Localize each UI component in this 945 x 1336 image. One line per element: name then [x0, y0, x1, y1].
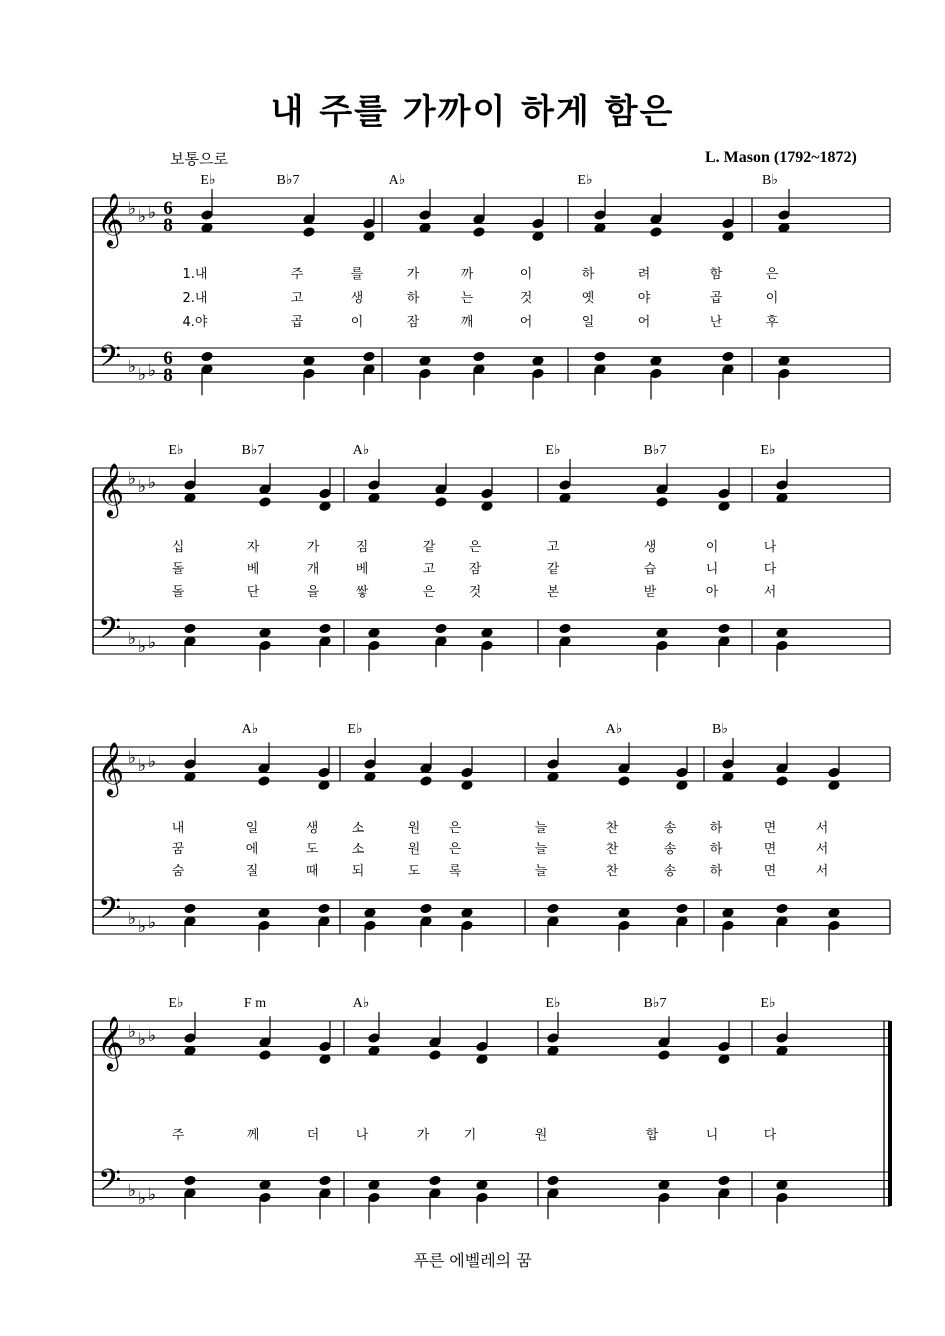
chord-symbol: A♭ [605, 722, 623, 737]
lyric-syllable: 합 [645, 1128, 659, 1143]
page-title: 내 주를 가까이 하게 함은 [270, 92, 675, 132]
note-head [429, 1188, 441, 1198]
note-head [368, 493, 380, 503]
chord-symbol: E♭ [760, 443, 776, 458]
chord-symbol: E♭ [577, 173, 593, 188]
lyric-syllable: 찬 [605, 842, 619, 857]
note-head [828, 908, 840, 918]
note-head [718, 1188, 730, 1198]
time-signature-digit: 8 [163, 365, 173, 386]
flat-icon: ♭ [138, 1189, 147, 1209]
lyric-syllable: 내 [171, 821, 185, 836]
footer-caption: 푸른 에벨레의 꿈 [413, 1251, 532, 1270]
lyric-syllable: 후 [765, 315, 779, 330]
flat-icon: ♭ [128, 357, 137, 377]
lyric-syllable: 서 [815, 821, 829, 836]
lyric-syllable: 것 [519, 291, 533, 306]
note-head [184, 493, 196, 503]
lyric-syllable: 습 [643, 562, 657, 577]
note-head [481, 628, 493, 638]
chord-symbol: A♭ [352, 996, 370, 1011]
note-head [778, 356, 790, 366]
lyric-syllable: 돌 [171, 562, 185, 577]
lyric-syllable: 받 [643, 585, 657, 600]
lyric-syllable: 찬 [605, 821, 619, 836]
lyric-syllable: 하 [406, 291, 420, 306]
lyric-syllable: 베 [355, 562, 369, 577]
lyric-syllable: 은 [468, 540, 482, 555]
note-head [368, 628, 380, 638]
chord-symbol: B♭7 [276, 173, 300, 188]
flat-icon: ♭ [148, 1026, 157, 1046]
chord-symbol: B♭7 [643, 443, 667, 458]
lyric-syllable: 쌓 [355, 585, 369, 600]
note-head [594, 223, 606, 233]
note-head [461, 908, 473, 918]
note-head [201, 364, 213, 374]
lyric-syllable: 잠 [406, 315, 420, 330]
note-head [722, 772, 734, 782]
note-head [547, 1188, 559, 1198]
note-head [368, 1180, 380, 1190]
note-head [363, 364, 375, 374]
flat-icon: ♭ [148, 203, 157, 223]
lyric-syllable: 원 [407, 821, 421, 836]
lyric-syllable: 단 [246, 585, 260, 600]
flat-icon: ♭ [138, 207, 147, 227]
lyric-syllable: 고 [546, 540, 560, 555]
note-head [618, 763, 630, 773]
note-head [201, 223, 213, 233]
chord-symbol: B♭ [712, 722, 728, 737]
note-head [184, 1188, 196, 1198]
lyric-syllable: 짐 [355, 540, 369, 555]
bass-clef-icon: 𝄢 [98, 612, 122, 653]
time-signature-digit: 8 [163, 215, 173, 236]
note-head [318, 780, 330, 790]
note-head [650, 356, 662, 366]
lyric-syllable: 때 [305, 864, 319, 879]
chord-symbol: E♭ [200, 173, 216, 188]
lyric-syllable: 질 [245, 864, 259, 879]
note-head [258, 908, 270, 918]
note-head [776, 1046, 788, 1056]
lyric-syllable: 깨 [460, 315, 474, 330]
note-head [303, 356, 315, 366]
composer-credit: L. Mason (1792~1872) [705, 149, 857, 166]
lyric-syllable: 송 [663, 842, 677, 857]
lyric-syllable: 면 [763, 842, 777, 857]
note-head [656, 484, 668, 494]
note-head [435, 636, 447, 646]
lyric-syllable: 함 [709, 267, 723, 282]
flat-icon: ♭ [148, 752, 157, 772]
note-head [259, 484, 271, 494]
note-head [473, 214, 485, 224]
lyric-syllable: 주 [171, 1128, 185, 1143]
lyric-syllable: 생 [350, 291, 364, 306]
lyric-syllable: 원 [407, 842, 421, 857]
lyric-syllable: 니 [705, 1128, 719, 1143]
note-head [532, 231, 544, 241]
flat-icon: ♭ [148, 633, 157, 653]
lyric-syllable: 나 [763, 540, 777, 555]
treble-staff [93, 747, 890, 781]
flat-icon: ♭ [148, 361, 157, 381]
note-head [319, 501, 331, 511]
lyric-syllable: 2.내 [182, 291, 208, 306]
lyric-syllable: 려 [637, 267, 651, 282]
note-head [656, 628, 668, 638]
lyric-syllable: 하 [709, 864, 723, 879]
note-head [364, 908, 376, 918]
lyric-syllable: 되 [351, 864, 365, 879]
lyric-syllable: 송 [663, 864, 677, 879]
lyric-syllable: 생 [305, 821, 319, 836]
lyric-syllable: 에 [245, 842, 259, 857]
lyric-syllable: 을 [306, 585, 320, 600]
note-head [419, 223, 431, 233]
lyric-syllable: 4.야 [182, 315, 208, 330]
lyric-syllable: 1.내 [182, 267, 208, 282]
flat-icon: ♭ [138, 756, 147, 776]
chord-symbol: B♭ [762, 173, 778, 188]
treble-clef-icon: 𝄞 [97, 462, 125, 516]
note-head [461, 780, 473, 790]
lyric-syllable: 다 [763, 1128, 777, 1143]
bass-clef-icon: 𝄢 [98, 1164, 122, 1205]
lyric-syllable: 곱 [290, 315, 304, 330]
note-head [420, 763, 432, 773]
note-head [303, 214, 315, 224]
chord-symbol: A♭ [241, 722, 259, 737]
lyric-syllable: 어 [637, 315, 651, 330]
lyric-syllable: 더 [306, 1128, 320, 1143]
lyric-syllable: 소 [351, 821, 365, 836]
lyric-syllable: 늘 [534, 864, 548, 879]
flat-icon: ♭ [128, 1181, 137, 1201]
chord-symbol: E♭ [760, 996, 776, 1011]
note-head [547, 772, 559, 782]
bass-staff [93, 348, 890, 382]
chord-symbol: F m [243, 996, 267, 1011]
treble-clef-icon: 𝄞 [97, 192, 125, 246]
note-head [547, 916, 559, 926]
lyric-syllable: 난 [709, 315, 723, 330]
note-head [718, 1054, 730, 1064]
lyric-syllable: 십 [171, 540, 185, 555]
note-head [594, 364, 606, 374]
note-head [650, 214, 662, 224]
note-head [778, 223, 790, 233]
flat-icon: ♭ [128, 1022, 137, 1042]
lyric-syllable: 은 [448, 842, 462, 857]
lyric-syllable: 야 [637, 291, 651, 306]
lyric-syllable: 까 [460, 267, 474, 282]
lyric-syllable: 옛 [581, 291, 595, 306]
note-head [618, 908, 630, 918]
flat-icon: ♭ [138, 637, 147, 657]
lyric-syllable: 이 [350, 315, 364, 330]
time-signature-digit: 6 [163, 348, 173, 369]
note-head [258, 763, 270, 773]
lyric-syllable: 늘 [534, 842, 548, 857]
tempo-marking: 보통으로 [170, 150, 228, 168]
lyric-syllable: 주 [290, 267, 304, 282]
lyric-syllable: 서 [815, 842, 829, 857]
chord-symbol: E♭ [545, 996, 561, 1011]
lyric-syllable: 숨 [171, 864, 185, 879]
flat-icon: ♭ [128, 199, 137, 219]
note-head [776, 628, 788, 638]
lyric-syllable: 니 [705, 562, 719, 577]
lyric-syllable: 같 [546, 562, 560, 577]
note-head [420, 916, 432, 926]
note-head [319, 1188, 331, 1198]
lyric-syllable: 께 [246, 1128, 260, 1143]
note-head [718, 636, 730, 646]
lyric-syllable: 도 [305, 842, 319, 857]
note-head [776, 763, 788, 773]
chord-symbol: E♭ [168, 996, 184, 1011]
note-head [828, 780, 840, 790]
lyric-syllable: 도 [407, 864, 421, 879]
lyric-syllable: 어 [519, 315, 533, 330]
note-head [419, 356, 431, 366]
note-head [184, 772, 196, 782]
note-head [184, 636, 196, 646]
lyric-syllable: 소 [351, 842, 365, 857]
note-head [481, 501, 493, 511]
lyric-syllable: 를 [350, 267, 364, 282]
flat-icon: ♭ [128, 469, 137, 489]
note-head [259, 628, 271, 638]
lyric-syllable: 돌 [171, 585, 185, 600]
lyric-syllable: 은 [765, 267, 779, 282]
lyric-syllable: 본 [546, 585, 560, 600]
lyric-syllable: 개 [306, 562, 320, 577]
lyric-syllable: 가 [306, 540, 320, 555]
lyric-syllable: 이 [765, 291, 779, 306]
note-head [476, 1054, 488, 1064]
note-head [435, 484, 447, 494]
lyric-syllable: 가 [416, 1128, 430, 1143]
lyric-syllable: 아 [705, 585, 719, 600]
chord-symbol: E♭ [168, 443, 184, 458]
lyric-syllable: 고 [290, 291, 304, 306]
note-head [676, 780, 688, 790]
lyric-syllable: 것 [468, 585, 482, 600]
bass-staff [93, 900, 890, 934]
lyric-syllable: 하 [709, 821, 723, 836]
note-head [364, 772, 376, 782]
flat-icon: ♭ [148, 473, 157, 493]
note-head [184, 916, 196, 926]
chord-symbol: B♭7 [241, 443, 265, 458]
lyric-syllable: 곱 [709, 291, 723, 306]
note-head [319, 636, 331, 646]
time-signature-digit: 6 [163, 198, 173, 219]
lyric-syllable: 하 [709, 842, 723, 857]
chord-symbol: A♭ [388, 173, 406, 188]
lyric-syllable: 베 [246, 562, 260, 577]
chord-symbol: E♭ [347, 722, 363, 737]
note-head [722, 231, 734, 241]
lyric-syllable: 록 [448, 864, 462, 879]
flat-icon: ♭ [128, 909, 137, 929]
note-head [658, 1037, 670, 1047]
note-head [476, 1180, 488, 1190]
lyric-syllable: 원 [534, 1128, 548, 1143]
flat-icon: ♭ [138, 1030, 147, 1050]
lyric-syllable: 이 [519, 267, 533, 282]
treble-staff [93, 1021, 890, 1055]
flat-icon: ♭ [138, 477, 147, 497]
flat-icon: ♭ [138, 917, 147, 937]
lyric-syllable: 이 [705, 540, 719, 555]
lyric-syllable: 서 [815, 864, 829, 879]
lyric-syllable: 생 [643, 540, 657, 555]
lyric-syllable: 가 [406, 267, 420, 282]
note-head [473, 364, 485, 374]
chord-symbol: E♭ [545, 443, 561, 458]
lyric-syllable: 일 [581, 315, 595, 330]
lyric-syllable: 기 [463, 1128, 477, 1143]
lyric-syllable: 잠 [468, 562, 482, 577]
note-head [722, 908, 734, 918]
bass-staff [93, 1172, 890, 1206]
bass-staff [93, 620, 890, 654]
bass-clef-icon: 𝄢 [98, 340, 122, 381]
note-head [363, 231, 375, 241]
lyric-syllable: 꿈 [171, 842, 185, 857]
treble-clef-icon: 𝄞 [97, 741, 125, 795]
lyric-syllable: 찬 [605, 864, 619, 879]
treble-clef-icon: 𝄞 [97, 1015, 125, 1069]
lyric-syllable: 일 [245, 821, 259, 836]
lyric-syllable: 다 [763, 562, 777, 577]
lyric-syllable: 은 [422, 585, 436, 600]
note-head [559, 636, 571, 646]
lyric-syllable: 늘 [534, 821, 548, 836]
lyric-syllable: 자 [246, 540, 260, 555]
note-head [259, 1180, 271, 1190]
note-head [319, 1054, 331, 1064]
lyric-syllable: 면 [763, 864, 777, 879]
note-head [532, 356, 544, 366]
bass-clef-icon: 𝄢 [98, 892, 122, 933]
flat-icon: ♭ [148, 1185, 157, 1205]
lyric-syllable: 하 [581, 267, 595, 282]
chord-symbol: A♭ [352, 443, 370, 458]
lyric-syllable: 면 [763, 821, 777, 836]
flat-icon: ♭ [138, 365, 147, 385]
note-head [658, 1180, 670, 1190]
note-head [776, 916, 788, 926]
note-head [559, 493, 571, 503]
note-head [718, 501, 730, 511]
note-head [676, 916, 688, 926]
note-head [318, 916, 330, 926]
note-head [776, 1180, 788, 1190]
flat-icon: ♭ [128, 629, 137, 649]
flat-icon: ♭ [148, 913, 157, 933]
flat-icon: ♭ [128, 748, 137, 768]
note-head [429, 1037, 441, 1047]
lyric-syllable: 나 [355, 1128, 369, 1143]
note-head [722, 364, 734, 374]
lyric-syllable: 는 [460, 291, 474, 306]
note-head [776, 493, 788, 503]
lyric-syllable: 은 [448, 821, 462, 836]
lyric-syllable: 서 [763, 585, 777, 600]
lyric-syllable: 같 [422, 540, 436, 555]
lyric-syllable: 고 [422, 562, 436, 577]
note-head [547, 1046, 559, 1056]
lyric-syllable: 송 [663, 821, 677, 836]
note-head [184, 1046, 196, 1056]
chord-symbol: B♭7 [643, 996, 667, 1011]
note-head [259, 1037, 271, 1047]
note-head [368, 1046, 380, 1056]
